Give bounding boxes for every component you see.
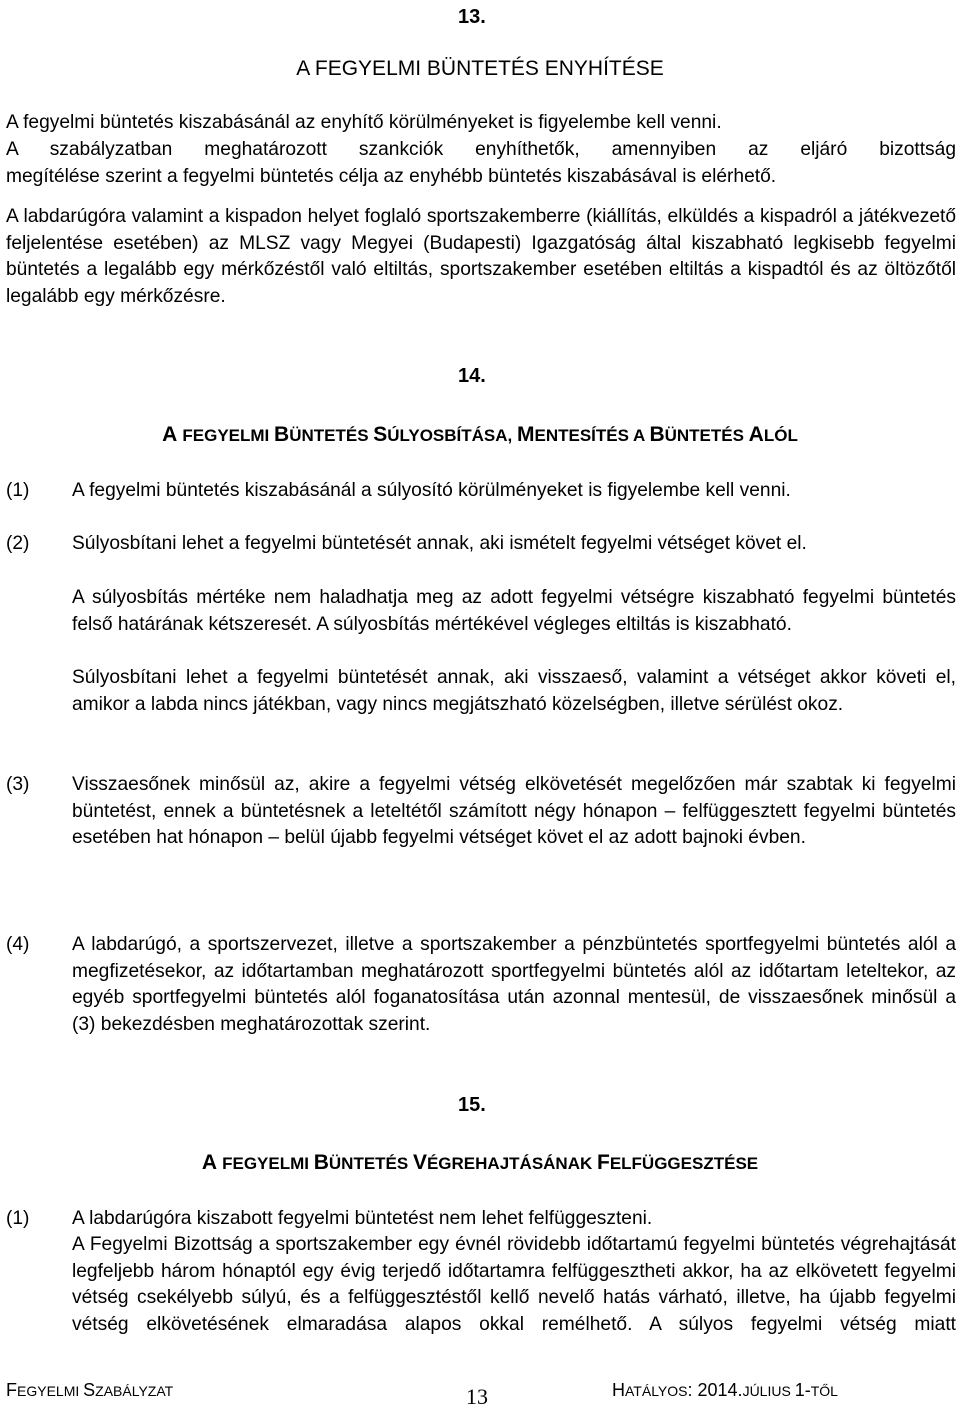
section-13-line-2: A szabályzatban meghatározott szankciók enyhíthetők, amennyiben az eljáró bizottság bbox=[6, 139, 956, 160]
section-title-14: A FEGYELMI BÜNTETÉS SÚLYOSBÍTÁSA, MENTESÍTÉS A BÜNTETÉS ALÓL bbox=[162, 423, 798, 446]
section-title-15: A FEGYELMI BÜNTETÉS VÉGREHAJTÁSÁNAK FELFÜGGESZTÉSE bbox=[201, 1151, 759, 1174]
section-title-13: A FEGYELMI BÜNTETÉS ENYHÍTÉSE bbox=[296, 57, 664, 80]
section-14-item-4-text: A labdarúgó, a sportszervezet, illetve a sportszakember a pénzbüntetés sportfegyelmi büntetés alól a megfizetésekor, az időtartamban meghatározott sportfegyelmi büntetés alól az időtartam leteltekor, az egyéb sportfegyelmi büntetés alól foganatosítása után azonnal mentesül, de visszaesőnek minősül a (3) bekezdésben meghatározottak szerint. bbox=[72, 934, 956, 1036]
section-13-line-3: megítélése szerint a fegyelmi büntetés célja az enyhébb büntetés kiszabásával is elérhető. bbox=[6, 166, 777, 187]
section-14-item-2-para-2: A súlyosbítás mértéke nem haladhatja meg az adott fegyelmi vétségre kiszabható fegyelmi büntetés felső határának kétszeresét. A súlyosbítás mértékével végleges eltiltás is kiszabható. bbox=[72, 587, 956, 635]
section-14-item-2-para-3: Súlyosbítani lehet a fegyelmi büntetését annak, aki visszaeső, valamint a vétséget akkor követi el, amikor a labda nincs játékban, vagy nincs megjátszható közelségben, illetve sérülést okoz. bbox=[72, 667, 956, 715]
section-number-15: 15. bbox=[458, 1094, 486, 1116]
item-number: (3) bbox=[6, 774, 30, 795]
page-number: 13 bbox=[466, 1384, 488, 1409]
item-number: (4) bbox=[6, 934, 30, 955]
section-14-item-2-para-1: Súlyosbítani lehet a fegyelmi büntetését annak, aki ismételt fegyelmi vétséget követ el. bbox=[72, 533, 807, 554]
section-number-13: 13. bbox=[458, 6, 486, 28]
item-number: (1) bbox=[6, 480, 30, 501]
footer-right: HATÁLYOS: 2014.JÚLIUS 1-TŐL bbox=[612, 1380, 838, 1400]
section-13-line-1: A fegyelmi büntetés kiszabásánál az enyhítő körülményeket is figyelembe kell venni. bbox=[6, 112, 722, 133]
item-number: (1) bbox=[6, 1208, 30, 1229]
section-14-item-3-text: Visszaesőnek minősül az, akire a fegyelmi vétség elkövetését megelőzően már szabtak ki fegyelmi büntetést, ennek a büntetésnek a leteltétől számított négy hónapon – felfüggesztett fegyelmi büntetés esetében hat hónapon – belül újabb fegyelmi vétséget követ el az adott bajnoki évben. bbox=[72, 774, 956, 849]
section-number-14: 14. bbox=[458, 365, 486, 387]
section-13-paragraph-4: A labdarúgóra valamint a kispadon helyet foglaló sportszakemberre (kiállítás, elküldés a kispadról a játékvezető feljelentése esetében) az MLSZ vagy Megyei (Budapesti) Igazgatóság által kiszabható legkisebb fegyelmi büntetés a legalább egy mérkőzéstől való eltiltás, sportszakember esetében eltiltás a kispadtól és az öltözőtől legalább egy mérkőzésre. bbox=[6, 206, 956, 308]
section-15-item-1-para-2: A Fegyelmi Bizottság a sportszakember egy évnél rövidebb időtartamú fegyelmi büntetés végrehajtását legfeljebb három hónaptól egy évig terjedő időtartamra felfüggesztheti akkor, ha az elkövetett fegyelmi vétség csekélyebb súlyú, és a felfüggesztéstől kellő nevelő hatás várható, illetve, ha újabb fegyelmi vétség elkövetésének elmaradása alapos okkal remélhető. A súlyos fegyelmi vétség miatt bbox=[72, 1234, 956, 1336]
section-15-item-1-line-1: A labdarúgóra kiszabott fegyelmi büntetést nem lehet felfüggeszteni. bbox=[72, 1208, 653, 1229]
item-number: (2) bbox=[6, 533, 30, 554]
footer-left: FEGYELMI SZABÁLYZAT bbox=[6, 1380, 174, 1400]
section-14-item-1-text: A fegyelmi büntetés kiszabásánál a súlyosító körülményeket is figyelembe kell venni. bbox=[72, 480, 791, 501]
